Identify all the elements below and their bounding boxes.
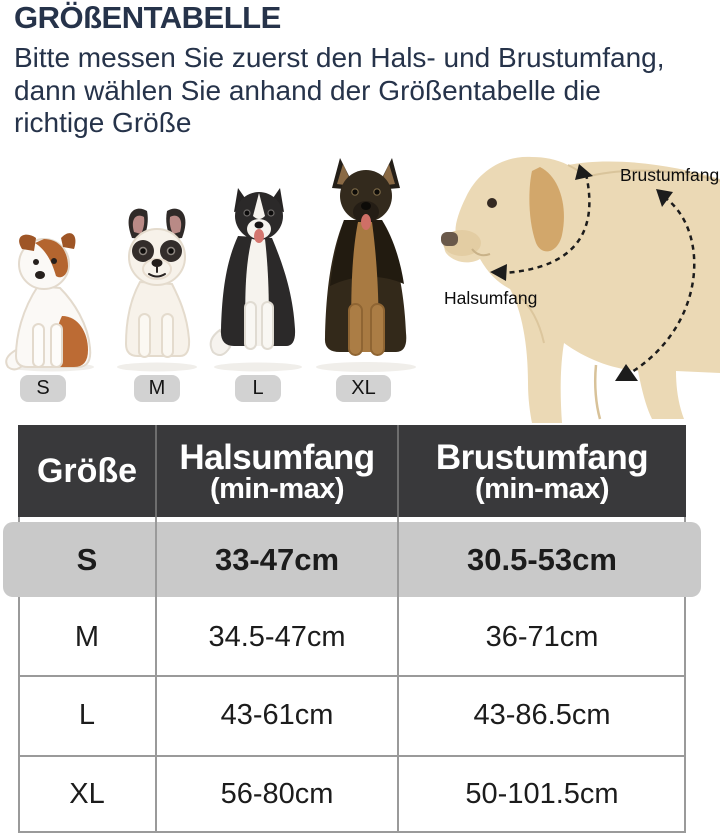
size-table xyxy=(18,425,686,833)
size-cell: XL xyxy=(69,777,105,810)
size-cell: L xyxy=(78,698,96,731)
size-table-header xyxy=(18,425,686,517)
jack-russell-dog-photo-s xyxy=(0,224,104,372)
size-badge-s: S xyxy=(20,375,66,402)
chest-cell: 30.5-53cm xyxy=(467,541,617,577)
header-cell-chest xyxy=(398,425,686,517)
header-cell-neck xyxy=(156,425,398,517)
neck-cell: 56-80cm xyxy=(220,777,334,810)
size-cell: M xyxy=(74,620,100,653)
page-title: GRÖßENTABELLE xyxy=(14,0,281,35)
neck-cell: 34.5-47cm xyxy=(208,620,346,653)
neck-header-title: Halsumfang xyxy=(179,437,375,477)
size-badge-xl: XL xyxy=(336,375,391,402)
size-badge-m: M xyxy=(134,375,180,402)
french-bulldog-dog-photo-m xyxy=(106,202,208,372)
size-badge-l: L xyxy=(235,375,281,402)
table-row-s xyxy=(18,522,686,597)
table-row-l xyxy=(18,675,686,755)
neck-measure-label: Halsumfang xyxy=(444,288,538,308)
neck-cell: 43-61cm xyxy=(220,698,334,731)
table-row-xl xyxy=(18,755,686,833)
chest-header-subtitle: (min-max) xyxy=(474,472,610,505)
chest-header-title: Brustumfang xyxy=(435,437,649,477)
chest-cell: 36-71cm xyxy=(485,620,599,653)
header-column-divider xyxy=(155,425,157,517)
border-collie-dog-photo-l xyxy=(208,180,308,372)
chest-cell: 43-86.5cm xyxy=(473,698,611,731)
table-row-m xyxy=(18,597,686,677)
subtitle-line-1: Bitte messen Sie zuerst den Hals- und Brustumfang, xyxy=(14,42,665,73)
german-shepherd-dog-photo-xl xyxy=(310,154,422,372)
subtitle-line-2: dann wählen Sie anhand der Größentabelle die xyxy=(14,74,601,106)
header-column-divider xyxy=(397,425,399,517)
chest-cell: 50-101.5cm xyxy=(465,777,619,810)
neck-cell: 33-47cm xyxy=(214,541,340,577)
neck-header-subtitle: (min-max) xyxy=(209,472,345,505)
header-cell-size: Größe xyxy=(36,451,138,490)
size-cell: S xyxy=(76,541,98,577)
labrador-measurement-photo xyxy=(428,115,720,430)
chest-measure-label: Brustumfang xyxy=(620,165,720,185)
subtitle-line-3: richtige Größe xyxy=(14,107,192,138)
